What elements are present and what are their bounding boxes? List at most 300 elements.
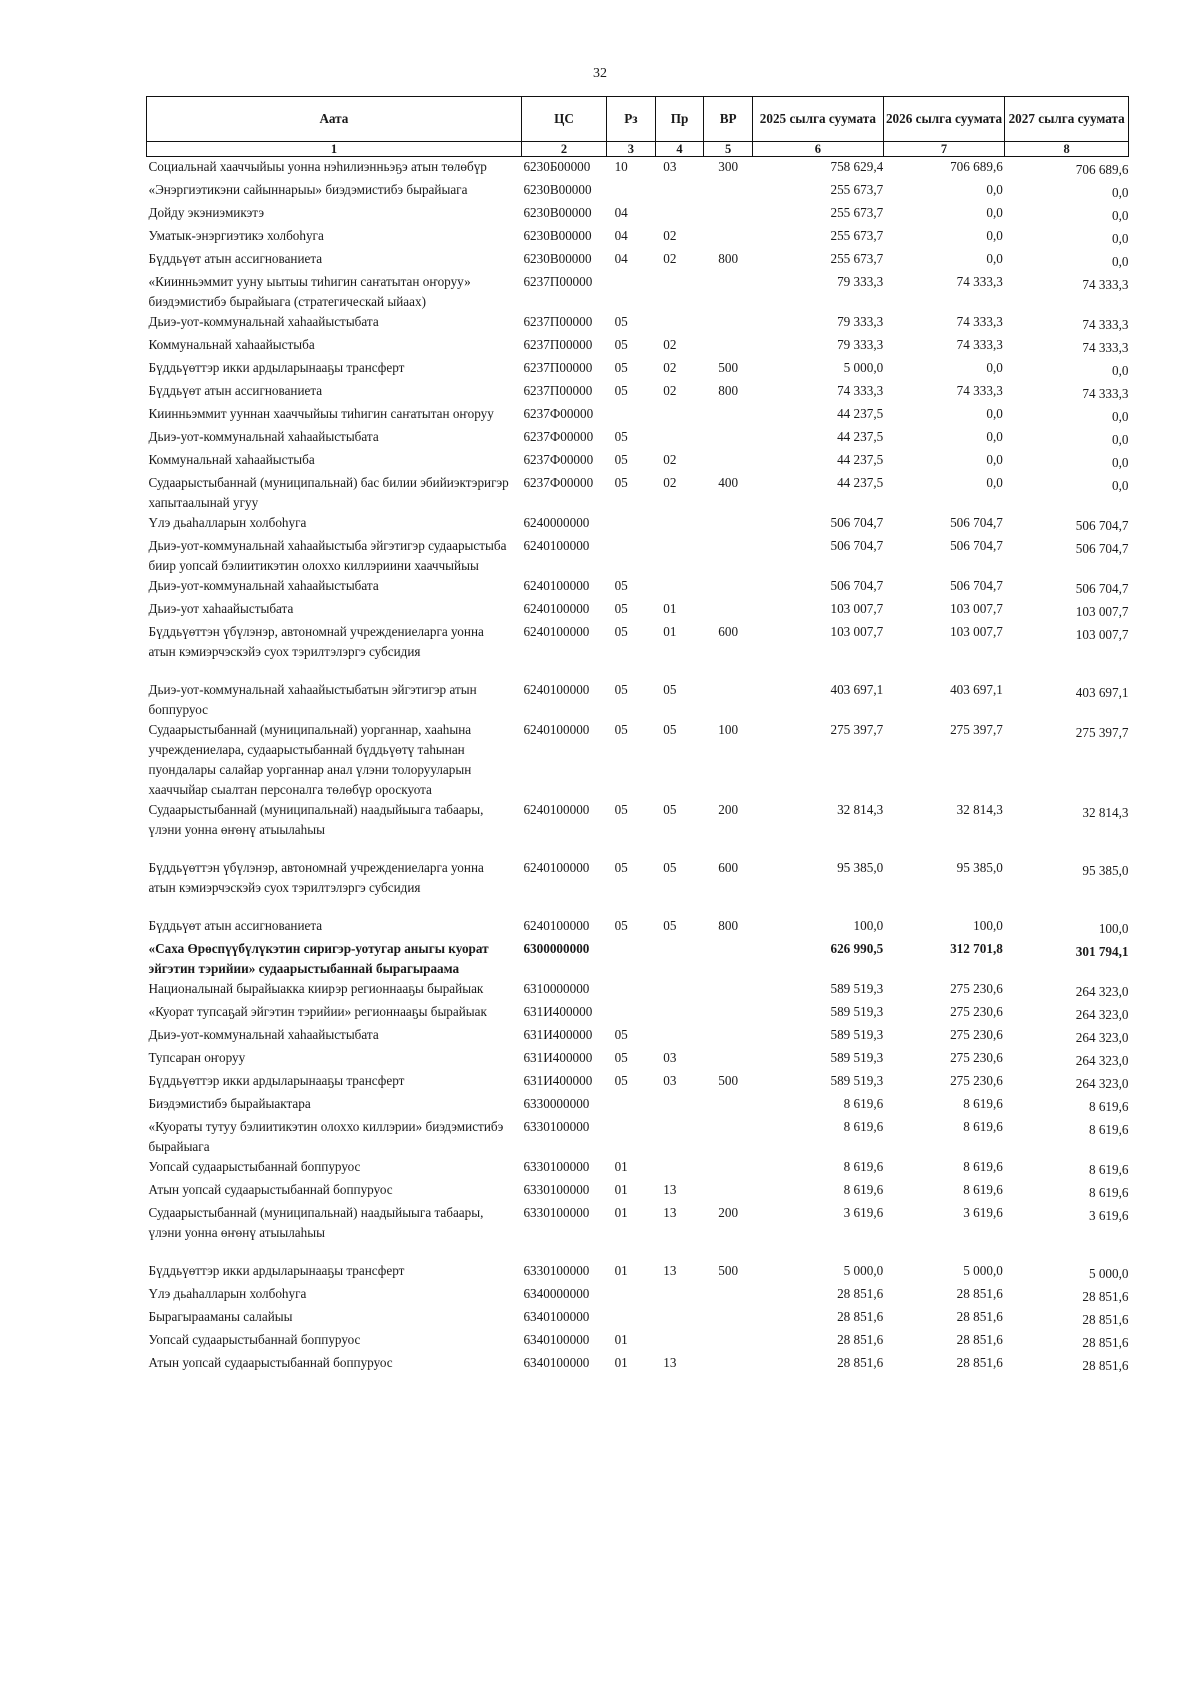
table-row (147, 979, 1129, 1002)
row-name: Судаарыстыбаннай (муниципальнай) уорганнар, хааһына учреждениелара, судаарыстыбаннай бүддьүөтү таһынан пуондалары салайар уорганнар анал үлэни толорууларын хааччыйар сыалтан персоналга төлөбүр ороскуота (148, 722, 472, 797)
row-amount-2027: 0,0 (1112, 432, 1129, 447)
row-vr-code (704, 979, 753, 1002)
column-number: 1 (147, 142, 522, 157)
row-vr-code: 800 (718, 383, 739, 398)
row-name: Дьиэ-уот-коммунальнай хаһаайыстыбата (148, 578, 379, 593)
row-vr-code (704, 1180, 753, 1203)
row-pr-code (655, 272, 704, 312)
row-rz-code: 05 (614, 1027, 628, 1042)
row-name: Дойду экэниэмикэтэ (148, 205, 265, 220)
row-cs-code: 6237П00000 (523, 274, 593, 289)
row-rz-code: 05 (614, 860, 628, 875)
row-amount-2026: 5 000,0 (963, 1263, 1003, 1278)
row-pr-code: 05 (663, 918, 677, 933)
budget-table (146, 96, 1129, 1376)
row-amount-2025: 5 000,0 (843, 360, 884, 375)
row-cs-code: 6240100000 (523, 538, 590, 553)
row-vr-code: 500 (718, 1263, 739, 1278)
column-number: 2 (521, 142, 606, 157)
row-amount-2027: 100,0 (1098, 921, 1129, 936)
row-pr-code (655, 1025, 704, 1048)
row-amount-2027: 28 851,6 (1082, 1289, 1129, 1304)
row-pr-code: 13 (663, 1355, 677, 1370)
row-cs-code: 6240100000 (523, 918, 590, 933)
table-row (147, 916, 1129, 939)
row-name: Бүддьүөт атын ассигнованиета (148, 383, 323, 398)
row-pr-code (655, 576, 704, 599)
row-cs-code: 6330100000 (523, 1263, 590, 1278)
row-amount-2027: 264 323,0 (1075, 1007, 1129, 1022)
row-cs-code: 6330000000 (523, 1096, 590, 1111)
row-amount-2025: 589 519,3 (830, 981, 884, 996)
row-amount-2027: 264 323,0 (1075, 1076, 1129, 1091)
row-amount-2026: 0,0 (986, 205, 1003, 220)
row-vr-code: 200 (718, 802, 739, 817)
row-amount-2026: 506 704,7 (950, 538, 1003, 553)
row-amount-2025: 8 619,6 (843, 1119, 884, 1134)
row-rz-code: 04 (614, 251, 628, 266)
row-amount-2026: 275 230,6 (950, 981, 1003, 996)
row-rz-code: 01 (614, 1332, 628, 1347)
row-cs-code: 631И400000 (523, 1004, 593, 1019)
row-amount-2027: 74 333,3 (1082, 386, 1129, 401)
row-amount-2026: 32 814,3 (956, 802, 1003, 817)
row-cs-code: 6340100000 (523, 1332, 590, 1347)
table-row (147, 939, 1129, 979)
row-amount-2025: 103 007,7 (830, 601, 884, 616)
row-amount-2025: 28 851,6 (837, 1332, 884, 1347)
table-row (147, 249, 1129, 272)
row-amount-2025: 5 000,0 (843, 1263, 884, 1278)
row-cs-code: 6237П00000 (523, 360, 593, 375)
row-amount-2026: 74 333,3 (956, 274, 1003, 289)
row-amount-2026: 74 333,3 (956, 383, 1003, 398)
row-amount-2025: 79 333,3 (837, 274, 884, 289)
row-amount-2027: 264 323,0 (1075, 1030, 1129, 1045)
row-vr-code (704, 1117, 753, 1157)
row-amount-2025: 589 519,3 (830, 1004, 884, 1019)
row-pr-code: 01 (663, 601, 677, 616)
row-vr-code (704, 312, 753, 335)
row-pr-code (655, 1330, 704, 1353)
table-row (147, 1048, 1129, 1071)
row-pr-code: 13 (663, 1182, 677, 1197)
table-row (147, 1094, 1129, 1117)
row-amount-2027: 5 000,0 (1088, 1266, 1129, 1281)
column-number: 5 (704, 142, 753, 157)
row-name: Судаарыстыбаннай (муниципальнай) наадыйыыга табаары, үлэни уонна өҥөнү атыылаһыы (148, 802, 484, 837)
row-amount-2027: 28 851,6 (1082, 1335, 1129, 1350)
row-amount-2025: 100,0 (853, 918, 884, 933)
row-cs-code: 6330100000 (523, 1159, 590, 1174)
row-vr-code (704, 272, 753, 312)
row-rz-code: 01 (614, 1205, 628, 1220)
table-row (147, 404, 1129, 427)
column-number: 4 (655, 142, 704, 157)
row-amount-2026: 8 619,6 (963, 1182, 1003, 1197)
row-amount-2025: 44 237,5 (837, 452, 884, 467)
row-amount-2027: 8 619,6 (1088, 1122, 1129, 1137)
row-amount-2026: 706 689,6 (950, 159, 1003, 174)
row-amount-2025: 28 851,6 (837, 1286, 884, 1301)
row-pr-code (655, 1002, 704, 1025)
row-rz-code: 01 (614, 1263, 628, 1278)
row-rz-code (607, 180, 656, 203)
row-rz-code: 05 (614, 360, 628, 375)
row-rz-code: 05 (614, 429, 628, 444)
table-row (147, 1071, 1129, 1094)
row-amount-2026: 0,0 (986, 429, 1003, 444)
row-cs-code: 6240100000 (523, 722, 590, 737)
row-amount-2025: 8 619,6 (843, 1159, 884, 1174)
row-name: Уматык-энэргиэтикэ холбоһуга (148, 228, 324, 243)
row-rz-code: 05 (614, 383, 628, 398)
table-row (147, 272, 1129, 312)
row-name: Үлэ дьаһалларын холбоһуга (148, 1286, 307, 1301)
column-number: 8 (1005, 142, 1129, 157)
row-pr-code (655, 312, 704, 335)
row-vr-code (704, 450, 753, 473)
row-amount-2027: 264 323,0 (1075, 984, 1129, 999)
row-cs-code: 6237Ф00000 (523, 452, 594, 467)
table-row (147, 1353, 1129, 1376)
row-name: Бүддьүөттэн үбүлэнэр, автономнай учреждениеларга уонна атын кэмиэрчэскэйэ суох тэрилтэлэргэ субсидия (148, 860, 484, 895)
table-row (147, 1180, 1129, 1203)
row-rz-code: 05 (614, 1050, 628, 1065)
column-number-row (147, 142, 1129, 157)
row-name: Бүддьүөт атын ассигнованиета (148, 251, 323, 266)
row-rz-code: 05 (614, 682, 628, 697)
row-vr-code (704, 180, 753, 203)
row-name: Үлэ дьаһалларын холбоһуга (148, 515, 307, 530)
row-amount-2025: 74 333,3 (837, 383, 884, 398)
table-row (147, 1157, 1129, 1180)
row-amount-2027: 74 333,3 (1082, 277, 1129, 292)
row-cs-code: 6240100000 (523, 860, 590, 875)
row-amount-2026: 275 397,7 (950, 722, 1003, 737)
row-name: Атын уопсай судаарыстыбаннай боппуруос (148, 1182, 393, 1197)
row-amount-2026: 312 701,8 (950, 941, 1003, 956)
row-vr-code (704, 680, 753, 720)
row-amount-2026: 0,0 (986, 360, 1003, 375)
row-amount-2025: 506 704,7 (830, 538, 884, 553)
table-row (147, 203, 1129, 226)
header-2027: 2027 сылга суумата (1005, 97, 1129, 142)
row-name: Дьиэ-уот-коммунальнай хаһаайыстыбатын эйгэтигэр атын боппуруос (148, 682, 477, 717)
row-amount-2027: 3 619,6 (1088, 1208, 1129, 1223)
header-rz: Рз (607, 97, 656, 142)
row-amount-2025: 44 237,5 (837, 475, 884, 490)
row-cs-code: 6237Ф00000 (523, 475, 594, 490)
row-vr-code (704, 1330, 753, 1353)
row-vr-code (704, 1353, 753, 1376)
row-amount-2027: 0,0 (1112, 455, 1129, 470)
row-rz-code: 05 (614, 722, 628, 737)
row-rz-code: 05 (614, 601, 628, 616)
row-amount-2026: 8 619,6 (963, 1159, 1003, 1174)
row-cs-code: 6237П00000 (523, 337, 593, 352)
row-amount-2025: 255 673,7 (830, 182, 884, 197)
table-row (147, 1284, 1129, 1307)
row-pr-code (655, 1284, 704, 1307)
row-cs-code: 6310000000 (523, 981, 590, 996)
row-amount-2026: 28 851,6 (956, 1286, 1003, 1301)
row-vr-code: 200 (718, 1205, 739, 1220)
row-amount-2025: 506 704,7 (830, 578, 884, 593)
row-amount-2025: 626 990,5 (830, 941, 884, 956)
row-amount-2025: 403 697,1 (830, 682, 884, 697)
table-row (147, 335, 1129, 358)
row-rz-code: 05 (614, 624, 628, 639)
table-row (147, 1307, 1129, 1330)
table-row (147, 1330, 1129, 1353)
row-amount-2025: 32 814,3 (837, 802, 884, 817)
page-number: 32 (593, 66, 607, 81)
row-amount-2025: 8 619,6 (843, 1096, 884, 1111)
column-number: 3 (607, 142, 656, 157)
row-amount-2026: 8 619,6 (963, 1096, 1003, 1111)
row-rz-code: 05 (614, 802, 628, 817)
row-pr-code: 05 (663, 682, 677, 697)
row-amount-2026: 74 333,3 (956, 337, 1003, 352)
table-row (147, 226, 1129, 249)
row-pr-code: 02 (663, 251, 677, 266)
row-amount-2025: 79 333,3 (837, 337, 884, 352)
table-row (147, 599, 1129, 622)
row-vr-code (704, 576, 753, 599)
row-name: «Куораты тутуу бэлиитикэтин олоххо киллэрии» биэдэмистибэ бырайыага (148, 1119, 504, 1154)
row-amount-2026: 0,0 (986, 228, 1003, 243)
row-amount-2026: 506 704,7 (950, 515, 1003, 530)
table-row (147, 1025, 1129, 1048)
row-rz-code: 05 (614, 918, 628, 933)
row-vr-code (704, 404, 753, 427)
row-amount-2026: 0,0 (986, 182, 1003, 197)
row-amount-2025: 28 851,6 (837, 1355, 884, 1370)
row-cs-code: 6340100000 (523, 1309, 590, 1324)
row-pr-code (655, 939, 704, 979)
header-2026: 2026 сылга суумата (883, 97, 1005, 142)
row-name: Бүддьүөт атын ассигнованиета (148, 918, 323, 933)
row-amount-2026: 0,0 (986, 251, 1003, 266)
row-amount-2027: 95 385,0 (1082, 863, 1129, 878)
row-amount-2026: 275 230,6 (950, 1004, 1003, 1019)
row-pr-code: 03 (663, 1073, 677, 1088)
row-rz-code (607, 404, 656, 427)
row-rz-code: 04 (614, 205, 628, 220)
row-vr-code (704, 1002, 753, 1025)
row-cs-code: 631И400000 (523, 1073, 593, 1088)
row-name: Социальнай хааччыйыы уонна нэһилиэнньэҕэ атын төлөбүр (148, 159, 487, 174)
row-rz-code: 05 (614, 337, 628, 352)
row-vr-code: 600 (718, 624, 739, 639)
row-amount-2027: 275 397,7 (1075, 725, 1129, 740)
table-row (147, 858, 1129, 916)
row-vr-code: 600 (718, 860, 739, 875)
row-cs-code: 6340000000 (523, 1286, 590, 1301)
row-amount-2027: 506 704,7 (1075, 541, 1129, 556)
row-amount-2027: 0,0 (1112, 208, 1129, 223)
row-name: Уопсай судаарыстыбаннай боппуруос (148, 1159, 361, 1174)
header-pr: Пр (655, 97, 704, 142)
row-cs-code: 6237П00000 (523, 383, 593, 398)
row-cs-code: 6237Ф00000 (523, 406, 594, 421)
row-cs-code: 6240100000 (523, 601, 590, 616)
row-vr-code (704, 1025, 753, 1048)
row-pr-code: 13 (663, 1263, 677, 1278)
row-amount-2025: 255 673,7 (830, 205, 884, 220)
table-body (147, 157, 1129, 1377)
row-name: Тупсаран оҥоруу (148, 1050, 246, 1065)
row-pr-code: 02 (663, 452, 677, 467)
row-cs-code: 6230Б00000 (523, 159, 591, 174)
row-amount-2026: 0,0 (986, 452, 1003, 467)
table-row (147, 1002, 1129, 1025)
row-amount-2025: 589 519,3 (830, 1050, 884, 1065)
row-name: Биэдэмистибэ бырайыактара (148, 1096, 311, 1111)
row-name: Бүддьүөттэр икки ардыларынааҕы трансферт (148, 1073, 405, 1088)
row-cs-code: 6240100000 (523, 578, 590, 593)
row-pr-code: 03 (663, 1050, 677, 1065)
row-amount-2027: 103 007,7 (1075, 627, 1129, 642)
row-name: Дьиэ-уот-коммунальнай хаһаайыстыбата (148, 1027, 379, 1042)
row-name: Киинньэммит ууннан хааччыйыы тиһигин саҥатытан оҥоруу (148, 406, 494, 421)
row-amount-2027: 8 619,6 (1088, 1162, 1129, 1177)
row-vr-code (704, 203, 753, 226)
row-pr-code: 02 (663, 383, 677, 398)
table-row (147, 513, 1129, 536)
row-amount-2027: 0,0 (1112, 231, 1129, 246)
row-rz-code (607, 1094, 656, 1117)
row-pr-code (655, 536, 704, 576)
row-name: Бүддьүөттэр икки ардыларынааҕы трансферт (148, 1263, 405, 1278)
table-row (147, 1203, 1129, 1261)
row-amount-2027: 301 794,1 (1075, 944, 1129, 959)
header-row (147, 97, 1129, 142)
row-amount-2027: 403 697,1 (1075, 685, 1129, 700)
table-row (147, 427, 1129, 450)
row-amount-2026: 0,0 (986, 406, 1003, 421)
row-rz-code: 05 (614, 475, 628, 490)
row-cs-code: 6230В00000 (523, 251, 592, 266)
row-rz-code (607, 1117, 656, 1157)
row-amount-2026: 0,0 (986, 475, 1003, 490)
row-rz-code: 05 (614, 1073, 628, 1088)
table-row (147, 680, 1129, 720)
row-amount-2027: 0,0 (1112, 185, 1129, 200)
table-row (147, 536, 1129, 576)
row-pr-code: 02 (663, 360, 677, 375)
table-row (147, 800, 1129, 858)
row-pr-code: 02 (663, 475, 677, 490)
row-amount-2025: 506 704,7 (830, 515, 884, 530)
row-pr-code (655, 1117, 704, 1157)
row-cs-code: 6240100000 (523, 624, 590, 639)
row-cs-code: 6340100000 (523, 1355, 590, 1370)
table-row (147, 576, 1129, 599)
row-amount-2027: 74 333,3 (1082, 317, 1129, 332)
row-pr-code (655, 1157, 704, 1180)
row-amount-2026: 275 230,6 (950, 1027, 1003, 1042)
row-rz-code: 05 (614, 578, 628, 593)
header-cs: ЦС (521, 97, 606, 142)
row-vr-code (704, 335, 753, 358)
row-amount-2026: 275 230,6 (950, 1050, 1003, 1065)
table-row (147, 180, 1129, 203)
row-vr-code (704, 1094, 753, 1117)
row-rz-code (607, 1284, 656, 1307)
table-row (147, 157, 1129, 181)
row-amount-2027: 32 814,3 (1082, 805, 1129, 820)
row-vr-code (704, 513, 753, 536)
row-amount-2027: 8 619,6 (1088, 1099, 1129, 1114)
row-cs-code: 6240100000 (523, 682, 590, 697)
table-row (147, 622, 1129, 680)
row-rz-code: 05 (614, 314, 628, 329)
row-vr-code: 400 (718, 475, 739, 490)
table-row (147, 312, 1129, 335)
table-row (147, 1261, 1129, 1284)
row-amount-2026: 28 851,6 (956, 1355, 1003, 1370)
row-amount-2025: 28 851,6 (837, 1309, 884, 1324)
row-rz-code: 01 (614, 1159, 628, 1174)
column-number: 6 (753, 142, 884, 157)
row-amount-2025: 95 385,0 (837, 860, 884, 875)
row-amount-2026: 506 704,7 (950, 578, 1003, 593)
row-amount-2025: 275 397,7 (830, 722, 884, 737)
row-cs-code: 6230В00000 (523, 228, 592, 243)
row-vr-code: 800 (718, 918, 739, 933)
row-amount-2025: 8 619,6 (843, 1182, 884, 1197)
row-vr-code (704, 226, 753, 249)
row-vr-code (704, 1307, 753, 1330)
row-name: Дьиэ-уот хаһаайыстыбата (148, 601, 294, 616)
row-vr-code (704, 1157, 753, 1180)
row-amount-2026: 275 230,6 (950, 1073, 1003, 1088)
row-name: Дьиэ-уот-коммунальнай хаһаайыстыбата (148, 429, 379, 444)
row-vr-code: 800 (718, 251, 739, 266)
row-pr-code (655, 1307, 704, 1330)
row-vr-code (704, 1048, 753, 1071)
row-amount-2025: 44 237,5 (837, 406, 884, 421)
row-rz-code: 04 (614, 228, 628, 243)
row-rz-code (607, 513, 656, 536)
row-amount-2025: 589 519,3 (830, 1027, 884, 1042)
row-cs-code: 6230В00000 (523, 182, 592, 197)
row-cs-code: 6240100000 (523, 802, 590, 817)
row-vr-code (704, 1284, 753, 1307)
row-name: «Куорат тупсаҕай эйгэтин тэрийии» регионнааҕы бырайыак (148, 1004, 487, 1019)
row-amount-2027: 74 333,3 (1082, 340, 1129, 355)
column-number: 7 (883, 142, 1005, 157)
row-amount-2025: 79 333,3 (837, 314, 884, 329)
row-amount-2027: 0,0 (1112, 363, 1129, 378)
row-pr-code (655, 979, 704, 1002)
row-rz-code (607, 1307, 656, 1330)
row-rz-code (607, 536, 656, 576)
row-name: Дьиэ-уот-коммунальнай хаһаайыстыба эйгэтигэр судаарыстыба биир уопсай бэлиитикэтин олоххо киллэриини хааччыйыы (148, 538, 507, 573)
row-amount-2026: 74 333,3 (956, 314, 1003, 329)
row-pr-code (655, 427, 704, 450)
row-name: Бүддьүөттэн үбүлэнэр, автономнай учреждениеларга уонна атын кэмиэрчэскэйэ суох тэрилтэлэргэ субсидия (148, 624, 484, 659)
row-vr-code (704, 599, 753, 622)
row-pr-code (655, 180, 704, 203)
row-pr-code: 13 (663, 1205, 677, 1220)
row-vr-code (704, 536, 753, 576)
row-name: Судаарыстыбаннай (муниципальнай) бас билии эбийиэктэригэр хапытаалынай угуу (148, 475, 509, 510)
row-cs-code: 6330100000 (523, 1119, 590, 1134)
row-amount-2025: 589 519,3 (830, 1073, 884, 1088)
